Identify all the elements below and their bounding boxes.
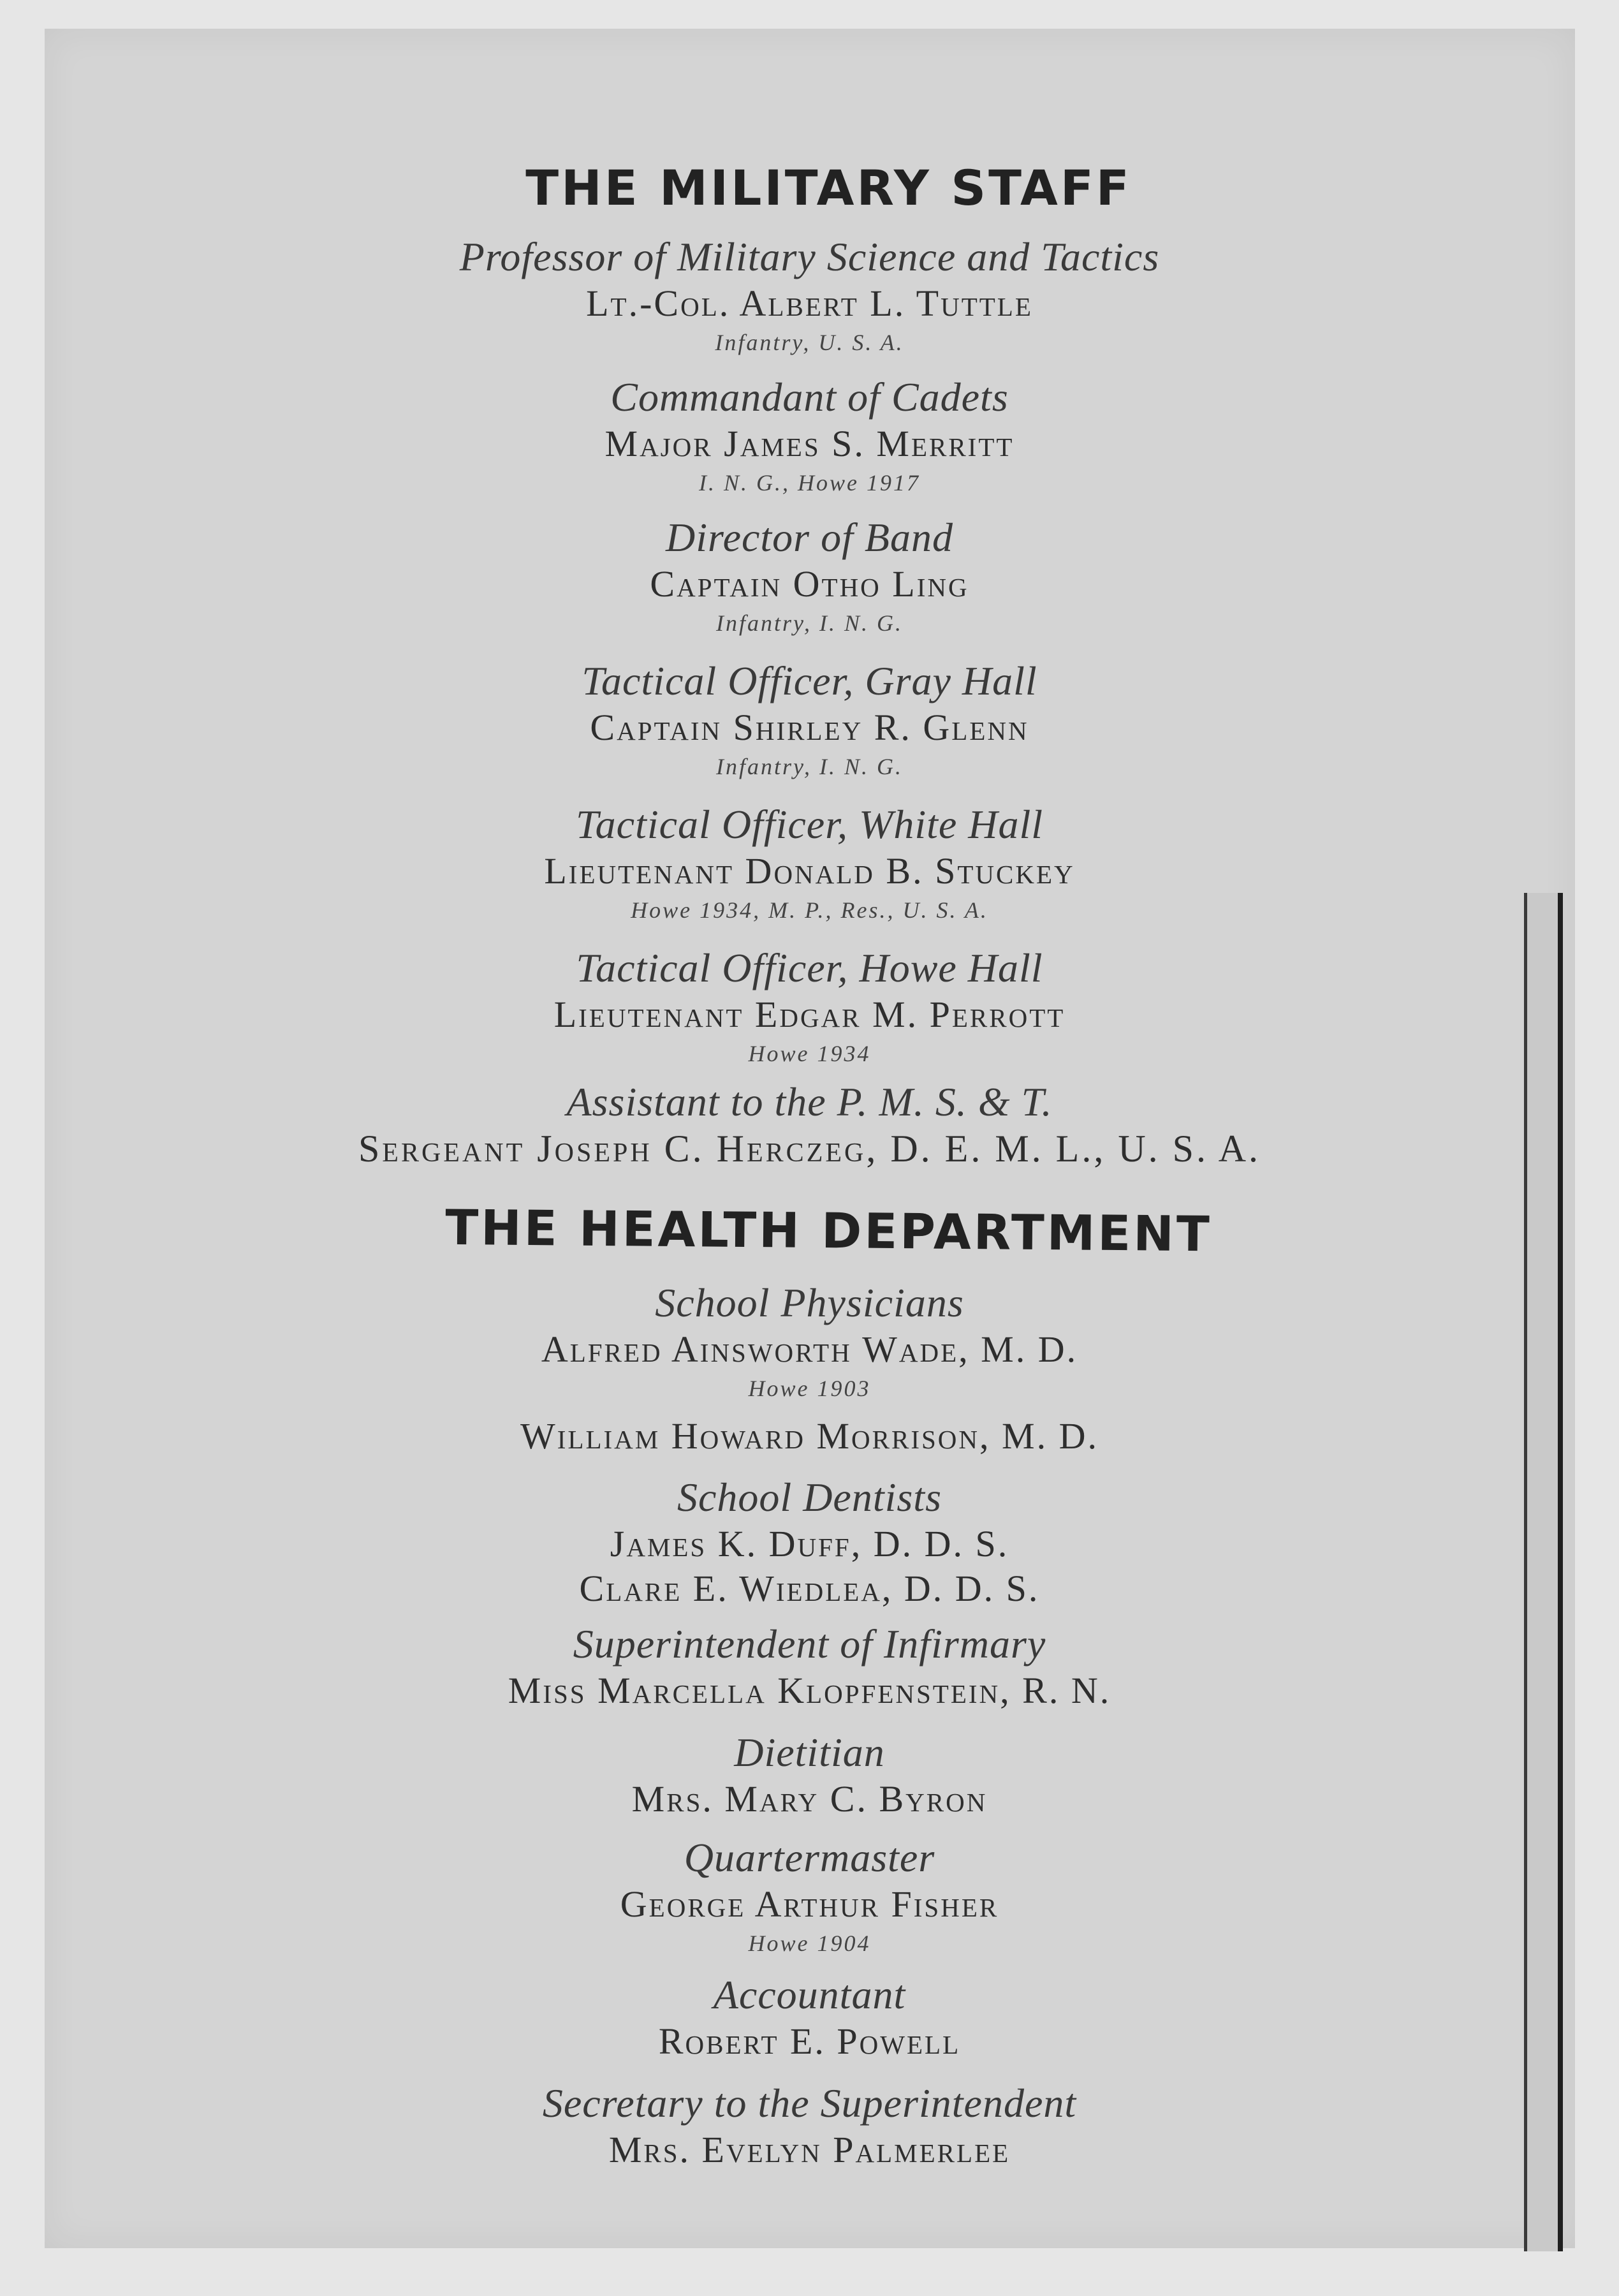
position-title: Tactical Officer, Howe Hall <box>576 945 1043 990</box>
position-title: Tactical Officer, Gray Hall <box>582 658 1037 703</box>
staff-entry <box>0 1620 1619 1713</box>
staff-entry <box>0 944 1619 1070</box>
position-title: Accountant <box>713 1972 906 2017</box>
position-title: Quartermaster <box>684 1835 935 1880</box>
position-title: School Physicians <box>655 1280 964 1325</box>
position-title: Assistant to the P. M. S. & T. <box>566 1079 1053 1124</box>
section-heading-military-staff: THE MILITARY STAFF <box>525 159 1132 216</box>
position-title: School Dentists <box>677 1475 942 1520</box>
affiliation-note: Infantry, U. S. A. <box>715 330 904 355</box>
staff-entry <box>0 1971 1619 2064</box>
position-title: Director of Band <box>666 515 953 560</box>
staff-entry <box>0 513 1619 640</box>
affiliation-note: I. N. G., Howe 1917 <box>699 470 920 496</box>
staff-entry <box>0 1834 1619 1960</box>
person-name: Clare E. Wiedlea, D. D. S. <box>579 1568 1040 1609</box>
affiliation-note: Infantry, I. N. G. <box>716 610 903 636</box>
staff-entry <box>0 1728 1619 1821</box>
person-name: Miss Marcella Klopfenstein, R. N. <box>508 1670 1111 1711</box>
person-name: Robert E. Powell <box>658 2020 961 2062</box>
person-name: Major James S. Merritt <box>604 423 1015 464</box>
position-title: Professor of Military Science and Tactics <box>459 234 1160 279</box>
person-name: Sergeant Joseph C. Herczeg, D. E. M. L., U. S. A. <box>358 1128 1261 1170</box>
staff-entry <box>0 657 1619 783</box>
person-name: William Howard Morrison, M. D. <box>520 1415 1099 1457</box>
position-title: Commandant of Cadets <box>610 374 1009 420</box>
staff-entry <box>0 1078 1619 1171</box>
affiliation-note: Howe 1934, M. P., Res., U. S. A. <box>631 897 988 923</box>
person-name: Alfred Ainsworth Wade, M. D. <box>541 1328 1078 1370</box>
staff-entry <box>0 373 1619 499</box>
affiliation-note: Howe 1934 <box>748 1041 871 1066</box>
person-name: Captain Shirley R. Glenn <box>590 707 1029 748</box>
staff-entry <box>0 233 1619 359</box>
affiliation-note: Howe 1903 <box>748 1376 871 1401</box>
position-title: Dietitian <box>734 1730 885 1775</box>
affiliation-note: Howe 1904 <box>748 1931 871 1956</box>
person-name: Mrs. Mary C. Byron <box>631 1778 988 1820</box>
position-title: Superintendent of Infirmary <box>573 1621 1046 1667</box>
person-name: George Arthur Fisher <box>620 1883 999 1925</box>
staff-entry <box>0 1473 1619 1611</box>
person-name: Lt.-Col. Albert L. Tuttle <box>586 283 1033 324</box>
staff-entry <box>0 2079 1619 2172</box>
position-title: Secretary to the Superintendent <box>542 2080 1077 2126</box>
affiliation-note: Infantry, I. N. G. <box>716 754 903 779</box>
position-title: Tactical Officer, White Hall <box>575 802 1044 847</box>
section-heading-health-department: THE HEALTH DEPARTMENT <box>444 1198 1213 1263</box>
person-name: Mrs. Evelyn Palmerlee <box>608 2129 1011 2170</box>
person-name: Lieutenant Donald B. Stuckey <box>544 850 1075 892</box>
staff-entry <box>0 1279 1619 1459</box>
staff-entry <box>0 800 1619 927</box>
person-name: James K. Duff, D. D. S. <box>610 1523 1009 1564</box>
person-name: Lieutenant Edgar M. Perrott <box>553 994 1066 1035</box>
person-name: Captain Otho Ling <box>650 563 969 605</box>
